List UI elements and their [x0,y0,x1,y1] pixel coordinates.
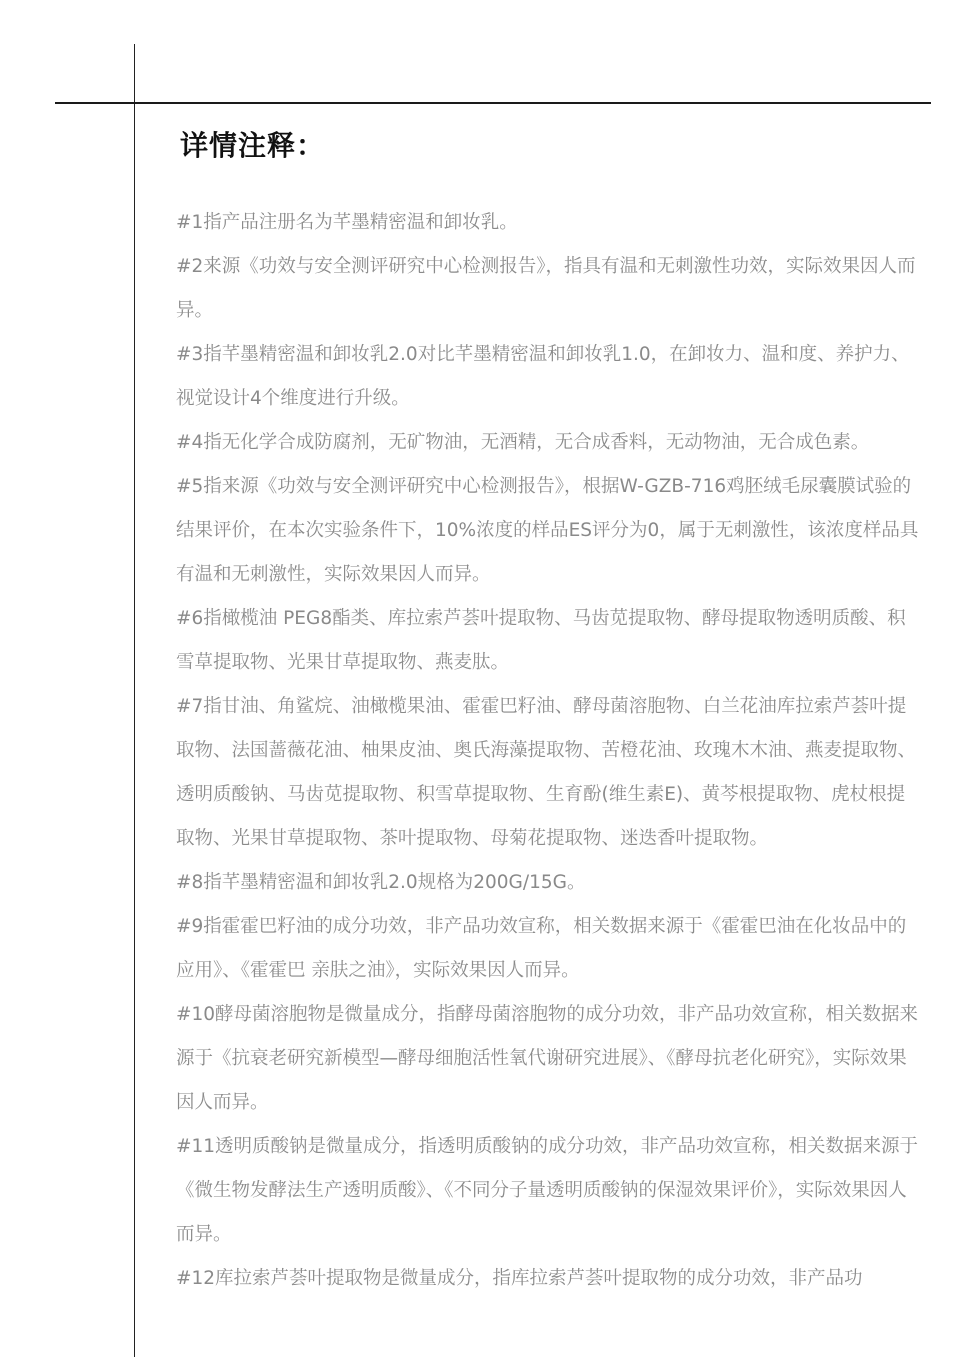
note-item: #10酵母菌溶胞物是微量成分，指酵母菌溶胞物的成分功效，非产品功效宣称，相关数据来源于《抗衰老研究新模型—酵母细胞活性氧代谢研究进展》、《酵母抗老化研究》，实际效果因人而异。 [176,1004,919,1113]
note-item: #5指来源《功效与安全测评研究中心检测报告》，根据W-GZB-716鸡胚绒毛尿囊膜试验的结果评价，在本次实验条件下，10%浓度的样品ES评分为0，属于无刺激性，该浓度样品具有温和无刺激性，实际效果因人而异。 [176,476,919,585]
note-item: #3指芊墨精密温和卸妆乳2.0对比芊墨精密温和卸妆乳1.0，在卸妆力、温和度、养护力、视觉设计4个维度进行升级。 [176,344,910,409]
notes-list [176,201,920,1301]
note-item: #11透明质酸钠是微量成分，指透明质酸钠的成分功效，非产品功效宣称，相关数据来源于《微生物发酵法生产透明质酸》、《不同分子量透明质酸钠的保湿效果评价》，实际效果因人而异。 [176,1136,919,1245]
note-item: #1指产品注册名为芊墨精密温和卸妆乳。 [176,212,518,233]
vertical-divider [134,44,135,1357]
note-item: #8指芊墨精密温和卸妆乳2.0规格为200G/15G。 [176,872,586,893]
note-item: #6指橄榄油 PEG8酯类、库拉索芦荟叶提取物、马齿苋提取物、酵母提取物透明质酸、积雪草提取物、光果甘草提取物、燕麦肽。 [176,608,906,673]
note-item: #4指无化学合成防腐剂，无矿物油，无酒精，无合成香料，无动物油，无合成色素。 [176,432,870,453]
note-item: #12库拉索芦荟叶提取物是微量成分，指库拉索芦荟叶提取物的成分功效，非产品功 [176,1268,863,1289]
note-item: #7指甘油、角鲨烷、油橄榄果油、霍霍巴籽油、酵母菌溶胞物、白兰花油库拉索芦荟叶提取物、法国蔷薇花油、柚果皮油、奥氏海藻提取物、苦橙花油、玫瑰木木油、燕麦提取物、透明质酸钠、马齿苋提取物、积雪草提取物、生育酚(维生素E)、黄芩根提取物、虎杖根提取物、光果甘草提取物、茶叶提取物、母菊花提取物、迷迭香叶提取物。 [176,696,917,849]
page-title: 详情注释： [180,129,326,162]
note-item: #9指霍霍巴籽油的成分功效，非产品功效宣称，相关数据来源于《霍霍巴油在化妆品中的应用》、《霍霍巴 亲肤之油》，实际效果因人而异。 [176,916,907,981]
note-item: #2来源《功效与安全测评研究中心检测报告》，指具有温和无刺激性功效，实际效果因人而异。 [176,256,916,321]
horizontal-divider [55,102,931,104]
